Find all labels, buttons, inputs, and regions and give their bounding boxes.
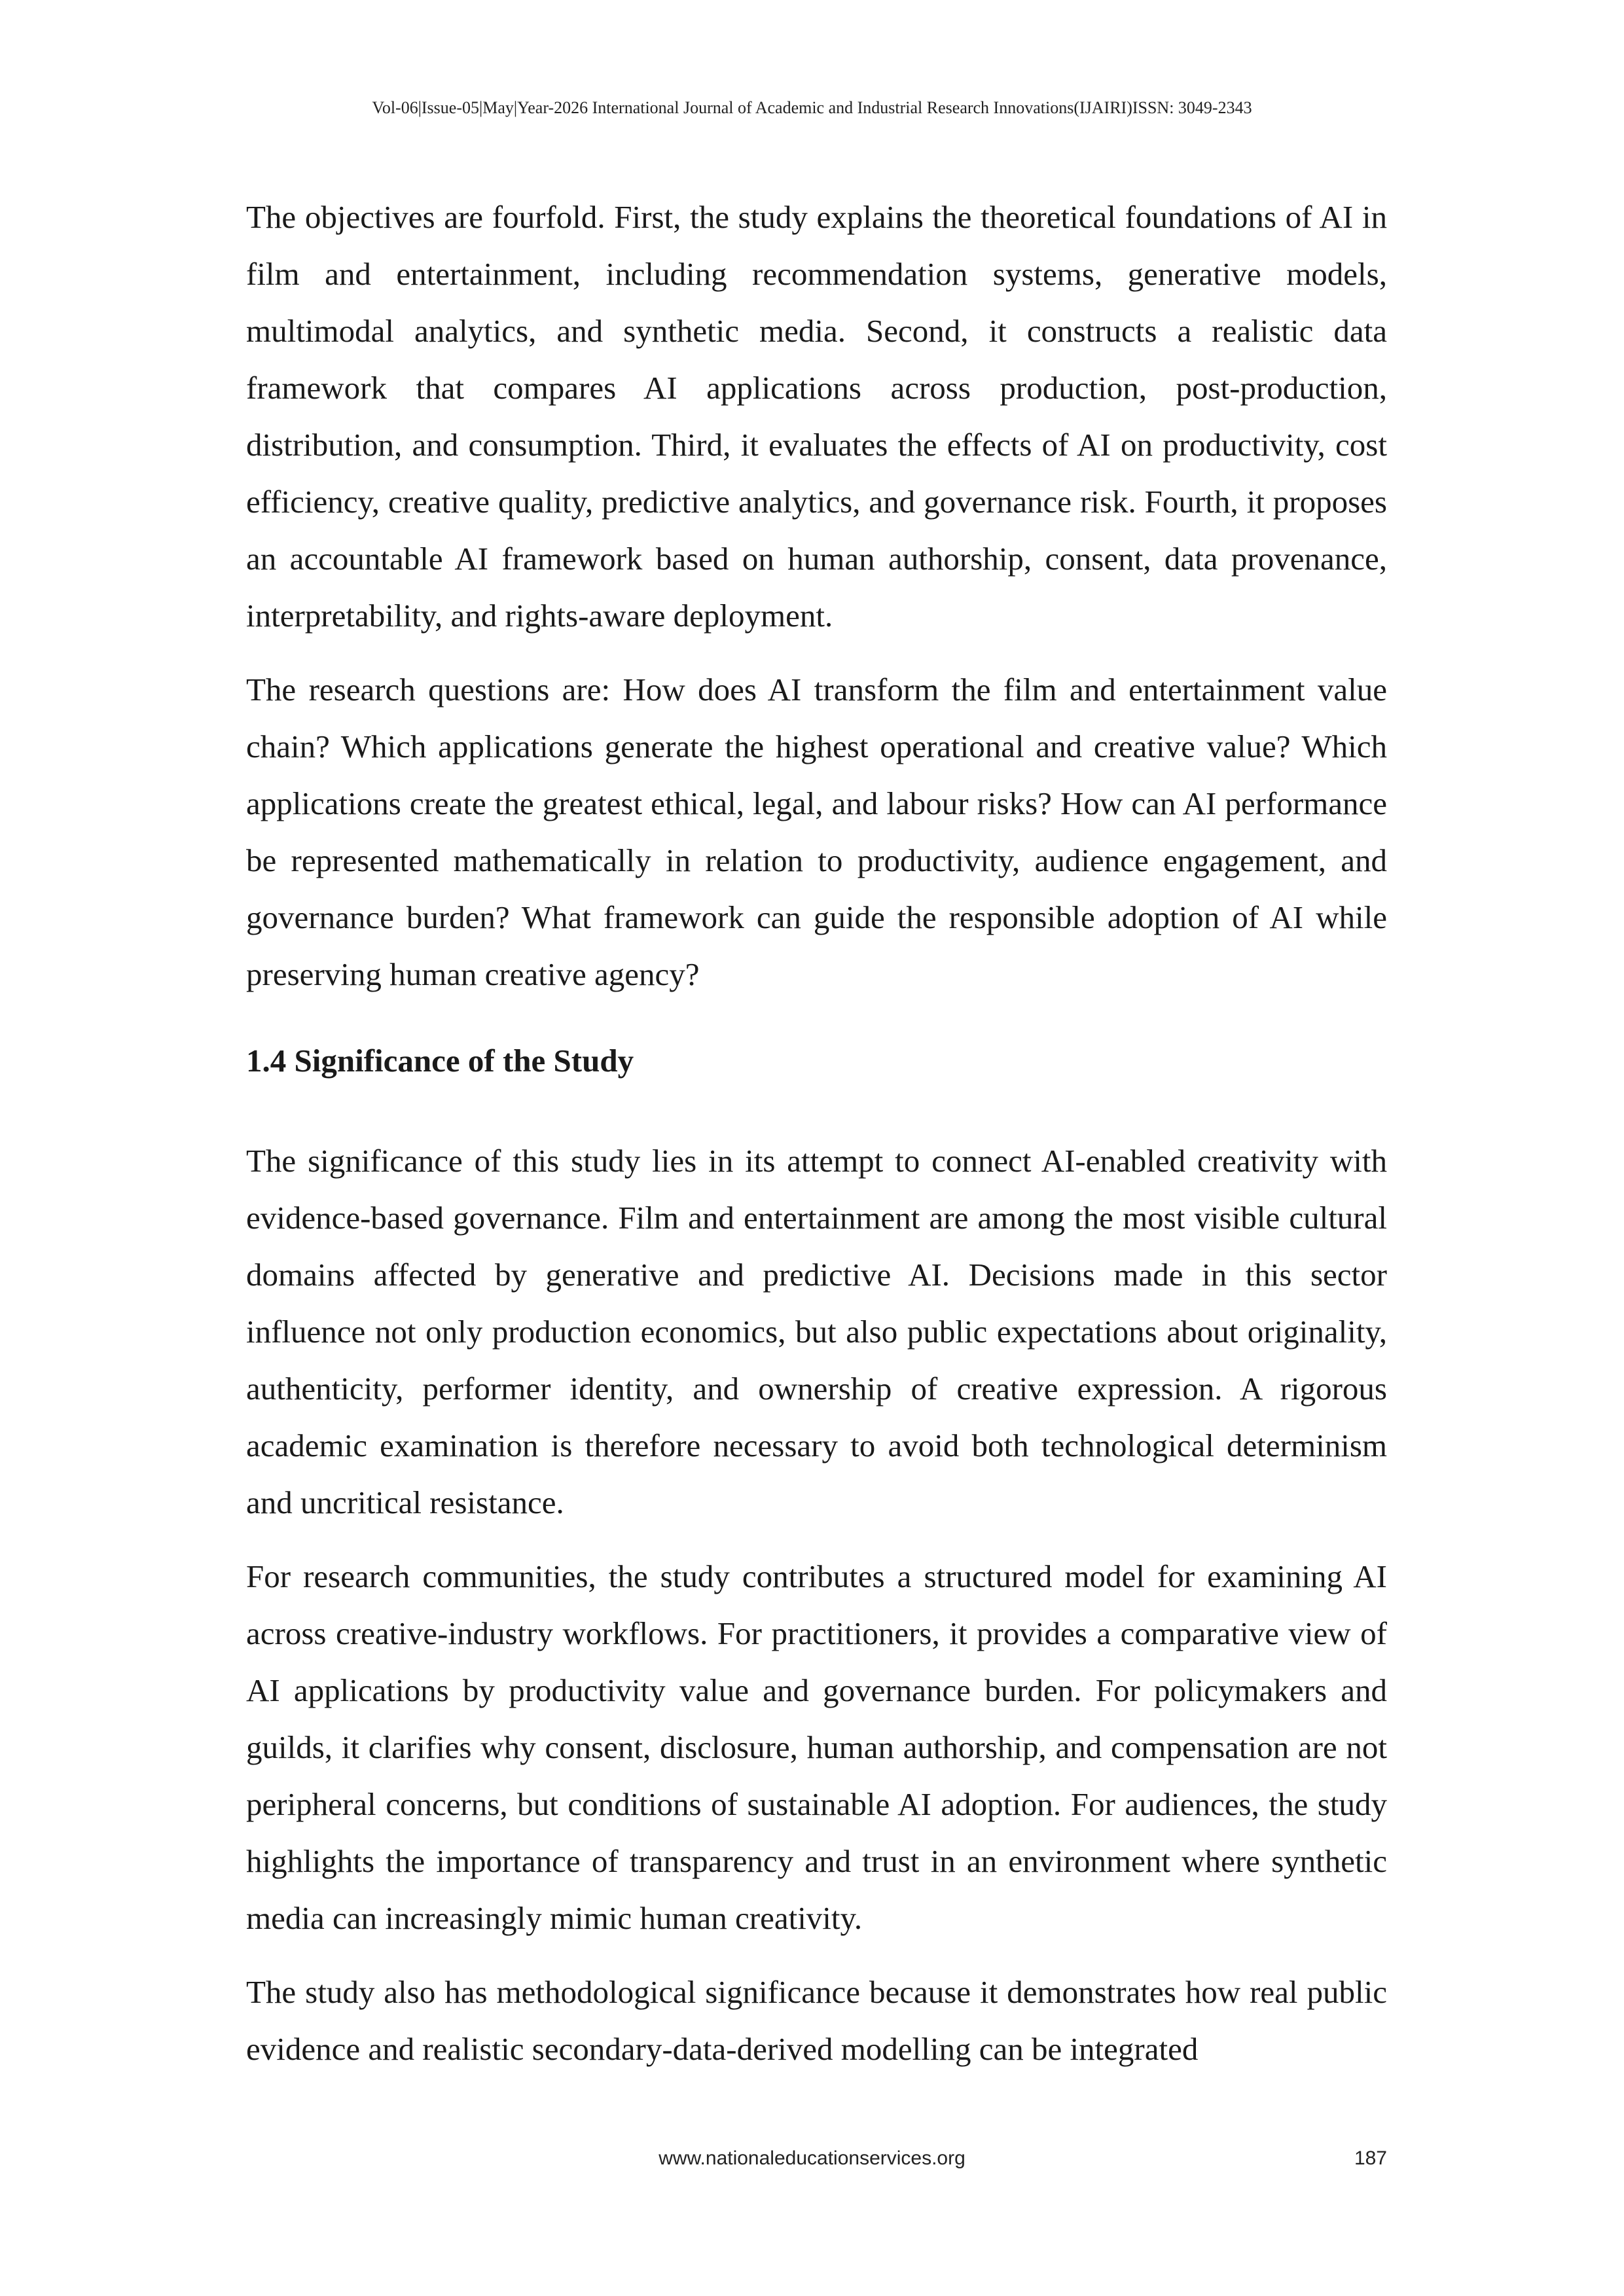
paragraph-significance: The significance of this study lies in its attempt to connect AI-enabled creativity with evidence-based governance. Film and entertainment are among the most visible cultural domains affected by generative and predictive AI. Decisions made in this sector influence not only production economics, but also public expectations about originality, authenticity, performer identity, and ownership of creative expression. A rigorous academic examination is therefore necessary to avoid both technological determinism and uncritical resistance. (246, 1143, 1387, 1520)
running-header: Vol-06|Issue-05|May|Year-2026 International Journal of Academic and Industrial Research Innovations(IJAIRI)ISSN: 3049-2343 (372, 98, 1252, 117)
paragraph-research-questions: The research questions are: How does AI transform the film and entertainment value chain? Which applications generate the highest operational and creative value? Which applications create the greatest ethical, legal, and labour risks? How can AI performance be represented mathematically in relation to productivity, audience engagement, and governance burden? What framework can guide the responsible adoption of AI while preserving human creative agency? (246, 672, 1387, 992)
paragraph-contributions: For research communities, the study contributes a structured model for examining AI across creative-industry workflows. For practitioners, it provides a comparative view of AI applications by productivity value and governance burden. For policymakers and guilds, it clarifies why consent, disclosure, human authorship, and compensation are not peripheral concerns, but conditions of sustainable AI adoption. For audiences, the study highlights the importance of transparency and trust in an environment where synthetic media can increasingly mimic human creativity. (246, 1558, 1387, 1936)
page-number: 187 (1354, 2147, 1387, 2169)
section-heading: 1.4 Significance of the Study (246, 1043, 634, 1079)
footer-url: www.nationaleducationservices.org (659, 2147, 965, 2169)
paragraph-methodological: The study also has methodological significance because it demonstrates how real public evidence and realistic secondary-data-derived modelling can be integrated (246, 1974, 1387, 2067)
paragraph-objectives: The objectives are fourfold. First, the study explains the theoretical foundations of AI in film and entertainment, including recommendation systems, generative models, multimodal analytics, and synthetic media. Second, it constructs a realistic data framework that compares AI applications across production, post-production, distribution, and consumption. Third, it evaluates the effects of AI on productivity, cost efficiency, creative quality, predictive analytics, and governance risk. Fourth, it proposes an accountable AI framework based on human authorship, consent, data provenance, interpretability, and rights-aware deployment. (246, 199, 1387, 634)
page-body (246, 188, 1387, 2094)
